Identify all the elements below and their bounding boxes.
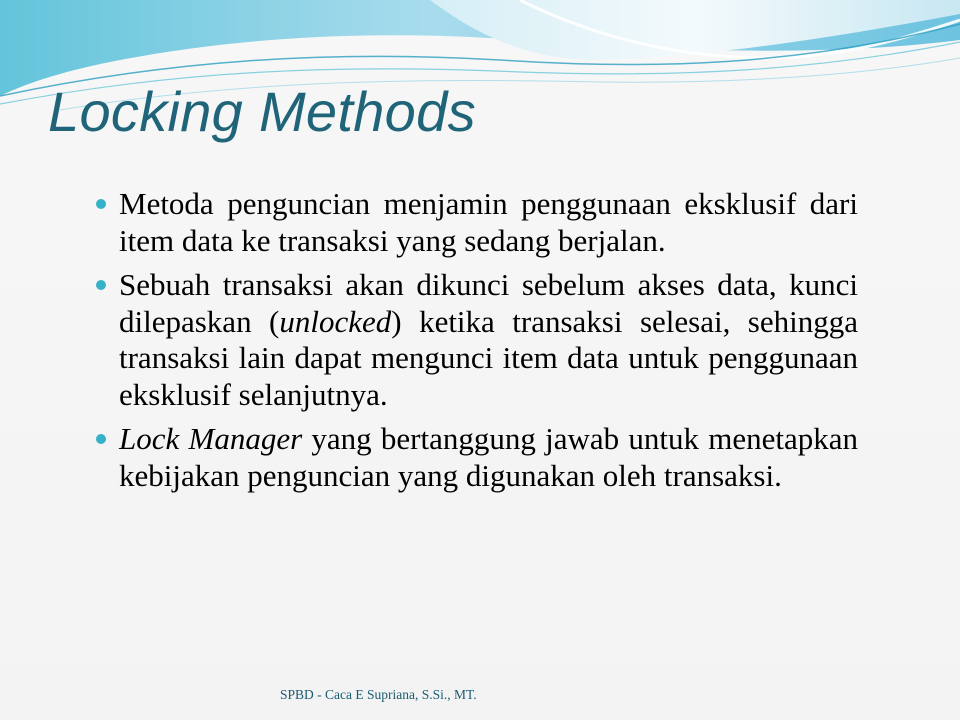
bullet-text-italic: unlocked xyxy=(279,303,392,339)
bullet-dot-icon xyxy=(96,280,106,290)
bullet-text: Metoda penguncian menjamin penggunaan eksklusif dari item data ke transaksi yang sedang berjalan. xyxy=(119,186,858,258)
bullet-item-locking-guarantee xyxy=(96,186,858,259)
slide-title: Locking Methods xyxy=(48,80,476,143)
bullet-text: Sebuah transaksi akan dikunci sebelum akses data, kunci dilepaskan ( xyxy=(119,267,858,339)
bullet-item-lock-unlock xyxy=(96,267,858,413)
bullet-text: yang bertanggung jawab untuk menetapkan kebijakan penguncian yang digunakan oleh transaksi. xyxy=(119,421,859,493)
bullet-item-lock-manager xyxy=(96,421,858,494)
bullet-dot-icon xyxy=(96,434,106,444)
bullet-text-italic: Lock Manager xyxy=(119,421,303,456)
bullet-list xyxy=(96,186,858,502)
slide-footer: SPBD - Caca E Supriana, S.Si., MT. xyxy=(280,687,477,702)
bullet-dot-icon xyxy=(96,199,106,209)
bullet-text: ) ketika transaksi selesai, sehingga transaksi lain dapat mengunci item data untuk penggunaan eksklusif selanjutnya. xyxy=(119,303,859,412)
